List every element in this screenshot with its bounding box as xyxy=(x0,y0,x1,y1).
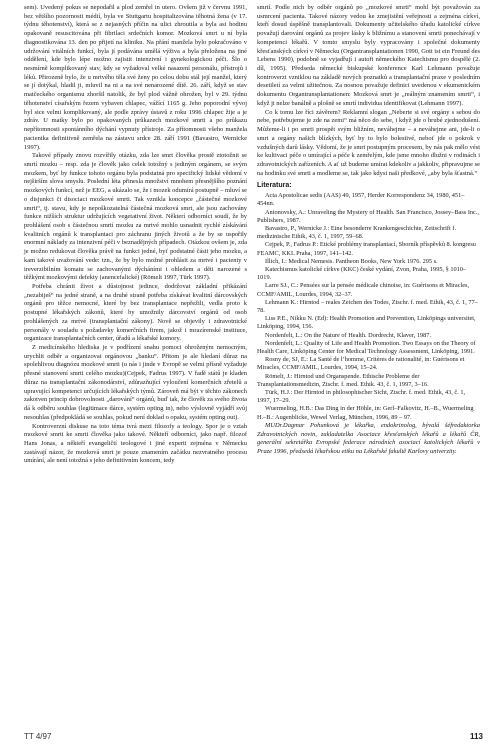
reference-item: Rosny de, SJ, E.: La Santé de l’homme, Critères de rationalité, in: Guérisons et Miracles, CCMF/AMIL, Lourdes, 1994, 15–24. xyxy=(257,356,465,372)
reference-item: Lehmann K.: Hirntod – reales Zeichen des Todes, Ztschr. f. med. Ethik, 43, č. 1, 77–78. xyxy=(257,298,478,314)
author-note: MUDr.Dagmar Pohunková je lékařka, endokrinolog, bývalá šéfredaktorka Zdravotnických novin, zakladatelka Asociace křesťanských lékařů a lékařů ČR, generální sekretářka Evropské federace národních asociací katolických lékařů v Praze 1996, předsedá lékařskou etiku na Lékařské fakultě Karlovy univerzity. xyxy=(257,421,480,455)
paragraph: sem). Uvedený pokus se nepodařil a plod zemřel in utero. Ovšem již v červnu 1991, bez většího pozornosti médií, byla ve Stuttgartu hospitalizována těhotná žena (v 17. týdnu těhotenství), která se z nejasných příčin na ulici zhroutila a byla asi hodinu opakovaně resuscitována při fibrilaci srdečních komor. Mozková smrt u ní byla diagnostikována 13. den po přijetí na kliniku. Na přání manžela bylo pokračováno v udržování vitálních funkcí, byla jí podávána umělá výživa a byla přeložena na jiné oddělení, kde bylo lépe možno zajistit intenzivní i gynekologickou péči. Šlo o nesmírně komplikovaný stav, kdy se vyžadoval velké nasazení personálu, přístrojů i léků. Přirozeně bylo, že u mrtvého těla své ženy po celou dobu stál její manžel, který se jí dotýkal, hladil ji, mluvil na ni a na své nenarozené dítě. 26. září, když se stav matčeckého organismu zhoršil natolik, že byl plod vážně ohrožen, byl v 29. týdnu těhotenství císařským řezem vybaven chlapec, vážící 1165 g. Jeho poporodní vývoj byl sice velmi komplikovaný, ale podle zprávy ústavů z roku 1996 chlapec žije a je zdráv. U matky bylo po opakovaných průkazech mozkové smrti a po průkazu nepřítomnosti spontánního dýchání vypnuty přístroje. Za přítomnosti všeho manžela pacientka definitivně zemřela na zástavu srdce 28. září 1991 (Bavastro, Wernicke 1997). xyxy=(24,4,247,151)
reference-item: Katechismus katolické církve (KKC) české vydání, Zvon, Praha, 1995, § 1010–1019. xyxy=(257,265,467,282)
reference-item: Römelt, J.: Hirntod und Organspende. Ethische Probleme der Transplantationsmedizin, Ztschr. f. med. Ethik. 43, č. 1, 1997, 3–16. xyxy=(257,372,429,388)
reference-item: Antonovsky, A.: Unraveling the Mystery of Health. San Francisco, Jossey–Bass Inc., Publishers, 1987. xyxy=(257,208,480,224)
reference-item: Acta Apostolicae sedis (AAS) 49, 1957, Herder Korrespondenz 34, 1980, 451–454nn. xyxy=(257,192,465,208)
reference-item: Cejpek, P., Fadrus P.: Etické problémy transplantací, Sborník příspěvků 8. kongresu FEAMC, KKL Praha, 1997, 141–142. xyxy=(257,241,476,257)
reference-item: Nordenfelt, L.: On the Nature of Health. Dordrecht, Klaver, 1987. xyxy=(265,331,432,339)
reference-item: Larre SJ., C.: Pensées sur la pensée médicale chinoise, in: Guérisons et Miracles, CCMF/AMIL, Lourdes, 1994, 32–37. xyxy=(257,282,470,298)
paragraph: Kontroverzní diskuse na toto téma tvrá mezi filozofy a teology. Spor je o vztah mozkové smrti ke smrti člověka jako takové. Někteří odborníci, jako např. filozof Hans Jonas, a někteří evangeličtí teologové i jiné experti zejména v Německu zastávají názor, že mozková smrt je pouze znamením začátku nezvratného procesu umírání, ale není totožná s jeho definitivním koncem, tedy xyxy=(24,422,247,465)
paragraph: Co k tomu lze říci závěrem? Reklamní slogan „Neberte si své orgány s sebou do nebe, potřebujeme je zde na zemi“ má něco do sebe, i když jde o hrubé zjednodušení. Můžeme-li i po smrti prospět svým bližním, neváhejme – a neváhejme ani, jde-li o smrt a orgány našich blízkých, byť by to bylo bolestivé, neboť jde o pokrok v vzdušných darů lásky. Vědomí, že je smrt postupným procesem, by nás pak mělo vést ke kultivaci péče o umírající a péče k zemřelým, kde jsme mnoho dlužni v rodinách i zdravotnických zařízeních. A ať už budeme umírat kdekoliv a jakkoliv, připravujme se na hodinku své smrti a modleme se, tak jako kdysi naši předkové, „aby byla šťastná.“ xyxy=(257,108,480,177)
reference-item: Wuermeling, H.B.: Das Ding in der Höhle, in: Gerl–Falkovitz, H.–B., Wuermeling H.–B.: Augenblicke, Wewel Verlag, München, 1996, 89 – 97. xyxy=(257,405,474,421)
reference-item: Nordenfelt, L.: Quality of Life and Health Promotion. Two Essays on the Theory of Health Care, Linköping Center for Medical Technology Assessment, Linköping, 1991. xyxy=(257,339,476,355)
journal-issue: TT 4/97 xyxy=(24,732,52,741)
paragraph: Potřeba chránit život a důstojnost jedince, dodržovat základní přikázání „nezabiješ“ na jedné straně, a na druhé straně potřeba získávat kvalitní dárcovských orgánů pro těžce nemocné, které by bez transplantace nepřežili, vedla proto k postupné lékařských zákonů, které by umožnily dárcovství orgánů od osob prohlášených za mrtvé (transplantační zákony). Nově se objevily i zdravotnické personály v souladu s požadavky komerčních firem, jakož i mrazírenské instituce, organizace transplantačních center, úřadů a lékařské komory. xyxy=(24,283,247,343)
left-column xyxy=(24,4,247,466)
paragraph: Z medicínského hlediska je v podřízení snahu pomoci ohroženým nemocným, urychlit odběr a organizovat orgánovou „banku“. Přitom je ale hledaní důraz na spolehlivou diagnózu mozkové smrti (u nás i jinde v Evropě se velmi přísně vyžaduje přesné stanovení smrti celého mozku)(Cejpek, Fadrus 1997). V řadě států je kladen důraz na transplantační zákonodárství, zdůrazňující vyloučení komerčních zřetelů a upravující kompetenci určujících lékařských týmů. Zároveň má být v těchto zákonech zakotven princip dobrovolnosti „darování“ orgánů, buď tak, že člověk za svého života dá k odběru souhlas (legitimace dárce, systém opting in), nebo výslovně vyjádří svůj nesouhlas (předpokládá se souhlas, pokud není doklad o opaku, systém opting out). xyxy=(24,344,247,421)
reference-item: Liss P.E., Nikku N. (Ed): Health Promotion and Prevention, Linköpings universitet, Linköping, 1994, 156. xyxy=(257,315,476,331)
reference-item: Illich, I.: Medical Nemesis. Pantheon Books, New York 1976. 295 s. xyxy=(265,257,438,265)
literature-heading: Literatura: xyxy=(257,182,292,190)
page-number: 113 xyxy=(470,732,483,741)
reference-item: Bavastro, P., Wernicke J.: Eine besonderre Krankengeschichte, Zeitschrift f. medizinische Ethik, 43, č. 1, 1997, 59–68. xyxy=(257,224,457,241)
paragraph: Takové případy znovu rozvířily otázku, zda lze smrt člověka prostě ztotožnit se smrtí mozku – resp. zda je člověk jako celek totožný s jediným orgánem, se svým mozkem, byť by funkce tohoto orgánu byla podstatná pro specifický lidské vědomí v nejširším slova smyslu. Poslední léta přinesla množství mnohem přesnějšího poznání mozkových funkcí, než je EEG, a ukázalo se, že i mozek odumírá postupně – mluví se o disjunkci či disociaci mozkové smrti. Tak vznikla koncepce „částečné mozkové smrti“, tj. stavu, kdy je nepoškozatelná částečná mozková smrt, ale jsou zachovány funkce nižších struktur udržujících vegetativní život. Některí odborníci soudí, že by prohlášení osob s částečnou smrtí mozku za mrtvé mohlo usnadnit rychlé získávání kvalitních orgánů k transplantaci pro záchranu jiných životů a že by se uspořily enormní náklady za intenzivní péči v beznadějných případech. Otázkou ovšem je, zda je možno redukovat člověka právě na funkci jedné, byť podstatné části jeho mozku, a kam takové uvažování vede: tzn., že by bylo možné prohlásit za mrtvé i pacienty v ireverzibilním komatu se zachovanými dýcháními i ohledem a děti narozené s těžkými mozkovými defekty (anencefalické) (Römelt 1997, Türk 1997). xyxy=(24,152,247,282)
right-column xyxy=(257,4,480,457)
reference-item: Türk, H.J.: Der Hirntod in philosophischer Sicht, Ztschr. f. med. Ethik, 43, č. 1, 1997, 17–29. xyxy=(257,388,466,405)
paragraph: smrtí. Podle nich by odběr orgánů po „mozkové smrti“ mohl být považován za usmrcení pacienta. Takové názory vedou ke zmejistění veřejnosti a zejména církví, kteří dosud úspěšně transplantovali. Dokumenty učitelského úřadu katolické církve považují darování orgánů za projev lásky k bližnímu a stanovení smrti ponechávají v kompetenci lékařů. V tomto smyslu byly vypracovány i společné dokumenty křesťanských církví v Německu (Organtransplantationen 1990, Gott ist ein Freund des Lebens 1990), podobně se vyjadřují i autoři německého Katechismu pro dospělé (2. díl, 1995). Předseda německé biskupské konference Karl Lehmann považuje kontroverzi vzniklou na základě nových poznatků a transplantační praxe v posledním desetiletí za velmi užitečnou. Za nosnou považuje definici uvedenou v ekumenickém dokumentu Organtransplantationen: Mozková smrt je „reálným znamením smrti“, i když ji nelze banálně a plošně se smrtí individua identifikovat (Lehmann 1997). xyxy=(257,4,480,107)
